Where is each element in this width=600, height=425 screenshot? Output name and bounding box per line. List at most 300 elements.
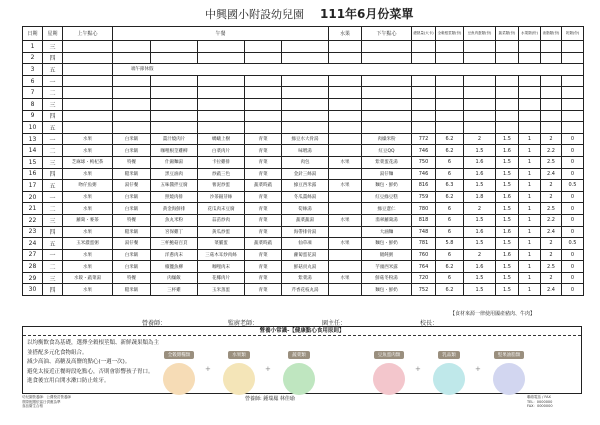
kcal-cell: 764 bbox=[412, 261, 436, 273]
fruit-cell bbox=[329, 145, 362, 157]
v-cell bbox=[496, 110, 519, 122]
food-group-label: 豆魚蛋肉類 bbox=[374, 351, 405, 359]
table-row bbox=[23, 75, 584, 87]
l3-cell bbox=[198, 110, 245, 122]
g-cell bbox=[436, 110, 464, 122]
kcal-cell bbox=[412, 98, 436, 110]
v-cell: 1.5 bbox=[496, 133, 519, 145]
f-cell: 1 bbox=[519, 191, 541, 203]
fruit-cell bbox=[329, 133, 362, 145]
p-cell: 2 bbox=[464, 249, 496, 261]
l4-cell: 青菜 bbox=[245, 145, 282, 157]
o-cell: 2 bbox=[541, 272, 562, 284]
col-weekday: 星期 bbox=[43, 27, 63, 41]
l5-cell bbox=[282, 41, 329, 53]
pm-cell: 鮮菇冬粉湯 bbox=[362, 272, 412, 284]
am-cell: 蘿蔔・麥茶 bbox=[63, 214, 113, 226]
l5-cell: 蘿蔔蛋花湯 bbox=[282, 249, 329, 261]
l2-cell: 椒鹽魚柳 bbox=[151, 261, 198, 273]
o-cell: 2 bbox=[541, 191, 562, 203]
food-group bbox=[433, 341, 465, 395]
pm-cell bbox=[362, 87, 412, 99]
p-cell: 1.8 bbox=[464, 191, 496, 203]
v-cell: 1.5 bbox=[496, 203, 519, 215]
col-lunch: 午餐 bbox=[113, 27, 329, 41]
fruit-cell bbox=[329, 191, 362, 203]
kcal-cell: 781 bbox=[412, 238, 436, 250]
o-cell bbox=[541, 122, 562, 134]
f-cell: 1 bbox=[519, 249, 541, 261]
v-cell bbox=[496, 122, 519, 134]
l5-cell: 冬瓜薑絲湯 bbox=[282, 191, 329, 203]
l5-cell: 蔬菜蔬湯 bbox=[282, 214, 329, 226]
o-cell: 2.4 bbox=[541, 168, 562, 180]
f-cell bbox=[519, 41, 541, 53]
footer-left-line: 幼兒園營養師：公費校訂營養師 bbox=[22, 395, 71, 399]
date-cell: 1 bbox=[23, 41, 43, 53]
table-row bbox=[23, 203, 584, 215]
pm-cell bbox=[362, 52, 412, 64]
l4-cell: 蔬菜時蔬 bbox=[245, 238, 282, 250]
f-cell bbox=[519, 122, 541, 134]
pm-cell: 大滷麵 bbox=[362, 226, 412, 238]
weekday-cell: 一 bbox=[43, 191, 63, 203]
l5-cell: 筍絲湯 bbox=[282, 203, 329, 215]
weekday-cell: 二 bbox=[43, 87, 63, 99]
nutrition-line: 減少高油、高糖及高鹽的點心(一週一次)。 bbox=[27, 359, 131, 365]
o-cell bbox=[541, 41, 562, 53]
weekday-cell: 五 bbox=[43, 64, 63, 76]
m-cell: 0 bbox=[562, 168, 584, 180]
m-cell bbox=[562, 75, 584, 87]
fruit-cell bbox=[329, 52, 362, 64]
v-cell bbox=[496, 87, 519, 99]
date-cell: 22 bbox=[23, 214, 43, 226]
am-cell bbox=[63, 110, 113, 122]
date-cell: 23 bbox=[23, 226, 43, 238]
l5-cell: 紫菜湯 bbox=[282, 272, 329, 284]
l3-cell: 薯泥炒蛋 bbox=[198, 180, 245, 192]
v-cell: 1.5 bbox=[496, 284, 519, 296]
weekday-cell: 三 bbox=[43, 41, 63, 53]
p-cell: 1.6 bbox=[464, 168, 496, 180]
v-cell: 1.6 bbox=[496, 226, 519, 238]
kcal-cell: 750 bbox=[412, 156, 436, 168]
fruit-cell bbox=[329, 98, 362, 110]
l5-cell bbox=[282, 98, 329, 110]
p-cell: 2 bbox=[464, 203, 496, 215]
v-cell: 1.6 bbox=[496, 249, 519, 261]
g-cell bbox=[436, 87, 464, 99]
nutrition-line: 並搭配多元化食物組合。 bbox=[27, 349, 88, 356]
food-group-icon bbox=[373, 363, 405, 395]
weekday-cell: 三 bbox=[43, 156, 63, 168]
weekday-cell: 二 bbox=[43, 145, 63, 157]
fruit-cell bbox=[329, 261, 362, 273]
l4-cell bbox=[245, 110, 282, 122]
l3-cell bbox=[198, 75, 245, 87]
l3-cell: 花瓜肉末豆腐 bbox=[198, 203, 245, 215]
kcal-cell: 759 bbox=[412, 191, 436, 203]
kcal-cell: 818 bbox=[412, 214, 436, 226]
l4-cell bbox=[245, 41, 282, 53]
p-cell: 1.6 bbox=[464, 156, 496, 168]
p-cell: 1.5 bbox=[464, 180, 496, 192]
nutrition-tips-box bbox=[22, 326, 582, 394]
weekday-cell: 二 bbox=[43, 261, 63, 273]
table-row bbox=[23, 272, 584, 284]
date-cell: 27 bbox=[23, 249, 43, 261]
l1-cell: 白米飯 bbox=[113, 249, 151, 261]
l5-cell bbox=[282, 87, 329, 99]
kcal-cell bbox=[412, 87, 436, 99]
l4-cell: 青菜 bbox=[245, 203, 282, 215]
l3-cell: 沙茶銀芽絲 bbox=[198, 191, 245, 203]
col-grains: 全穀根莖類(份) bbox=[436, 27, 464, 41]
plus-icon: + bbox=[205, 365, 211, 373]
footer-left bbox=[22, 395, 71, 409]
table-header-row bbox=[23, 27, 584, 41]
l1-cell: 特餐 bbox=[113, 156, 151, 168]
weekday-cell: 四 bbox=[43, 52, 63, 64]
f-cell: 1 bbox=[519, 272, 541, 284]
food-group-icon bbox=[493, 363, 525, 395]
signature-dietitian: 營養師： bbox=[142, 320, 167, 327]
o-cell: 2 bbox=[541, 180, 562, 192]
pm-cell: 湯仔麵 bbox=[362, 168, 412, 180]
o-cell bbox=[541, 110, 562, 122]
v-cell: 1.5 bbox=[496, 156, 519, 168]
l1-cell: 糙米飯 bbox=[113, 168, 151, 180]
weekday-cell: 四 bbox=[43, 284, 63, 296]
food-group bbox=[163, 341, 195, 395]
footer-contact-line: 聯絡電話 / FAX bbox=[527, 395, 551, 399]
footer-contact-line: FAX：0000000 bbox=[527, 404, 553, 408]
table-row bbox=[23, 41, 584, 53]
f-cell bbox=[519, 110, 541, 122]
l1-cell: 白米飯 bbox=[113, 261, 151, 273]
table-row bbox=[23, 191, 584, 203]
l4-cell bbox=[245, 75, 282, 87]
fruit-cell bbox=[329, 203, 362, 215]
am-cell: 水果 bbox=[63, 168, 113, 180]
table-row bbox=[23, 168, 584, 180]
g-cell: 5.8 bbox=[436, 238, 464, 250]
date-cell: 2 bbox=[23, 52, 43, 64]
fruit-cell bbox=[329, 41, 362, 53]
col-milk: 奶類(份) bbox=[562, 27, 584, 41]
f-cell: 1 bbox=[519, 180, 541, 192]
date-cell: 7 bbox=[23, 87, 43, 99]
signature-supervisor: 監廚老師： bbox=[228, 320, 259, 327]
table-row bbox=[23, 145, 584, 157]
am-cell: 玉米濃蛋粥 bbox=[63, 238, 113, 250]
pm-cell: 綠豆薏仁 bbox=[362, 203, 412, 215]
table-row bbox=[23, 110, 584, 122]
l5-cell: 鮮菇貢丸湯 bbox=[282, 261, 329, 273]
o-cell bbox=[541, 75, 562, 87]
l2-cell bbox=[151, 87, 198, 99]
v-cell: 1.6 bbox=[496, 145, 519, 157]
fruit-cell bbox=[329, 110, 362, 122]
pm-cell bbox=[362, 122, 412, 134]
v-cell bbox=[496, 52, 519, 64]
l5-cell: 金針三絲湯 bbox=[282, 168, 329, 180]
food-group bbox=[283, 341, 315, 395]
g-cell: 6 bbox=[436, 272, 464, 284]
weekday-cell: 五 bbox=[43, 238, 63, 250]
l1-cell bbox=[113, 41, 151, 53]
m-cell: 0 bbox=[562, 261, 584, 273]
date-cell: 21 bbox=[23, 203, 43, 215]
v-cell bbox=[496, 98, 519, 110]
table-row bbox=[23, 226, 584, 238]
f-cell bbox=[519, 75, 541, 87]
m-cell: 0 bbox=[562, 133, 584, 145]
pm-cell: 麵包・鮮奶 bbox=[362, 238, 412, 250]
col-kcal: 總熱量(大卡) bbox=[412, 27, 436, 41]
v-cell: 1.5 bbox=[496, 180, 519, 192]
f-cell: 1 bbox=[519, 133, 541, 145]
l1-cell: 白米飯 bbox=[113, 191, 151, 203]
footer-contact-line: TEL：0000000 bbox=[527, 399, 553, 404]
m-cell: 0 bbox=[562, 249, 584, 261]
m-cell: 0.5 bbox=[562, 180, 584, 192]
m-cell bbox=[562, 87, 584, 99]
date-cell: 24 bbox=[23, 238, 43, 250]
m-cell bbox=[562, 122, 584, 134]
menu-month-title: 111年6月份菜單 bbox=[320, 7, 414, 21]
f-cell: 1 bbox=[519, 284, 541, 296]
pm-cell: 翡翠蘿蔔湯 bbox=[362, 214, 412, 226]
o-cell: 2 bbox=[541, 238, 562, 250]
food-group-label: 蔬菜類 bbox=[288, 351, 310, 359]
weekday-cell: 四 bbox=[43, 226, 63, 238]
g-cell: 6 bbox=[436, 226, 464, 238]
f-cell: 1 bbox=[519, 156, 541, 168]
pm-cell bbox=[362, 110, 412, 122]
col-fruit-servings: 水果類(份) bbox=[519, 27, 541, 41]
l2-cell: 黃金海鮮排 bbox=[151, 203, 198, 215]
nutrition-text bbox=[27, 339, 159, 387]
g-cell bbox=[436, 75, 464, 87]
am-cell: 水果 bbox=[63, 226, 113, 238]
l4-cell: 青菜 bbox=[245, 261, 282, 273]
pm-cell: 紅豆QQ bbox=[362, 145, 412, 157]
l5-cell bbox=[282, 52, 329, 64]
weekday-cell: 四 bbox=[43, 168, 63, 180]
m-cell: 0 bbox=[562, 203, 584, 215]
g-cell bbox=[436, 41, 464, 53]
l5-cell: 肉包 bbox=[282, 156, 329, 168]
l2-cell: 薑汁燒肉片 bbox=[151, 133, 198, 145]
food-group bbox=[493, 341, 525, 395]
weekday-cell: 一 bbox=[43, 75, 63, 87]
l2-cell bbox=[151, 52, 198, 64]
date-cell: 20 bbox=[23, 191, 43, 203]
food-group-icon bbox=[223, 363, 255, 395]
date-cell: 14 bbox=[23, 145, 43, 157]
l2-cell: 魚丸米粉 bbox=[151, 214, 198, 226]
l1-cell: 糙米飯 bbox=[113, 226, 151, 238]
p-cell: 2 bbox=[464, 133, 496, 145]
l4-cell bbox=[245, 98, 282, 110]
l2-cell: 肉燥飯 bbox=[151, 272, 198, 284]
am-cell bbox=[63, 41, 113, 53]
nutrition-line: 避免太接近正餐時段吃點心，否則會影響孩子胃口。 bbox=[27, 368, 154, 375]
am-cell: 水餃・蔬菜湯 bbox=[63, 272, 113, 284]
g-cell bbox=[436, 98, 464, 110]
table-row bbox=[23, 133, 584, 145]
l3-cell: 玉米蒸蛋 bbox=[198, 284, 245, 296]
signature-director: 園主任： bbox=[322, 320, 347, 327]
am-cell: 芝麻球・枸杞茶 bbox=[63, 156, 113, 168]
l4-cell: 青菜 bbox=[245, 272, 282, 284]
l4-cell: 青菜 bbox=[245, 249, 282, 261]
l4-cell: 青菜 bbox=[245, 214, 282, 226]
signature-principal: 校長： bbox=[420, 320, 439, 327]
v-cell: 1.5 bbox=[496, 272, 519, 284]
l5-cell bbox=[282, 122, 329, 134]
p-cell: 1.6 bbox=[464, 261, 496, 273]
m-cell: 0 bbox=[562, 214, 584, 226]
kcal-cell bbox=[412, 41, 436, 53]
l1-cell bbox=[113, 98, 151, 110]
table-row bbox=[23, 98, 584, 110]
fruit-cell bbox=[329, 122, 362, 134]
v-cell: 1.5 bbox=[496, 238, 519, 250]
l3-cell bbox=[198, 87, 245, 99]
f-cell bbox=[519, 98, 541, 110]
m-cell bbox=[562, 41, 584, 53]
l1-cell: 白米飯 bbox=[113, 145, 151, 157]
fruit-cell bbox=[329, 75, 362, 87]
l2-cell bbox=[151, 122, 198, 134]
l4-cell: 青菜 bbox=[245, 133, 282, 145]
table-row bbox=[23, 261, 584, 273]
p-cell: 1.6 bbox=[464, 226, 496, 238]
f-cell: 1 bbox=[519, 261, 541, 273]
ingredient-source-note: 【食材來源一律使用國產豬肉、牛肉】 bbox=[450, 311, 536, 317]
date-cell: 29 bbox=[23, 272, 43, 284]
f-cell: 1 bbox=[519, 226, 541, 238]
f-cell: 1 bbox=[519, 238, 541, 250]
v-cell bbox=[496, 41, 519, 53]
am-cell: 水果 bbox=[63, 203, 113, 215]
l4-cell bbox=[245, 122, 282, 134]
g-cell: 6 bbox=[436, 214, 464, 226]
pm-cell: 肉燥米粉 bbox=[362, 133, 412, 145]
fruit-cell: 水果 bbox=[329, 238, 362, 250]
nutrition-line: 以均衡飲食為基礎，選擇全穀根莖類、新鮮蔬果類為主 bbox=[27, 340, 160, 346]
o-cell: 2.4 bbox=[541, 226, 562, 238]
f-cell bbox=[519, 52, 541, 64]
l1-cell: 糙米飯 bbox=[113, 284, 151, 296]
g-cell: 6.3 bbox=[436, 180, 464, 192]
l5-cell: 芹香花枝丸湯 bbox=[282, 284, 329, 296]
l1-cell: 湯仔餐 bbox=[113, 238, 151, 250]
plus-icon: + bbox=[415, 365, 421, 373]
l2-cell: 宮保雞丁 bbox=[151, 226, 198, 238]
date-cell: 9 bbox=[23, 110, 43, 122]
l4-cell bbox=[245, 87, 282, 99]
g-cell bbox=[436, 122, 464, 134]
fruit-cell bbox=[329, 226, 362, 238]
m-cell: 0 bbox=[562, 284, 584, 296]
l2-cell: 三杯雞 bbox=[151, 284, 198, 296]
g-cell: 6 bbox=[436, 203, 464, 215]
am-cell: 水果 bbox=[63, 284, 113, 296]
food-group bbox=[373, 341, 405, 395]
l5-cell: 仙草凍 bbox=[282, 238, 329, 250]
g-cell bbox=[436, 52, 464, 64]
m-cell bbox=[562, 98, 584, 110]
p-cell bbox=[464, 98, 496, 110]
am-cell bbox=[63, 75, 113, 87]
o-cell: 2.5 bbox=[541, 261, 562, 273]
kcal-cell: 772 bbox=[412, 133, 436, 145]
v-cell: 1.6 bbox=[496, 191, 519, 203]
p-cell bbox=[464, 75, 496, 87]
l2-cell: 照燒肉排 bbox=[151, 191, 198, 203]
m-cell: 0 bbox=[562, 145, 584, 157]
table-row bbox=[23, 87, 584, 99]
o-cell: 2.5 bbox=[541, 203, 562, 215]
f-cell bbox=[519, 87, 541, 99]
am-cell bbox=[63, 52, 113, 64]
plus-icon: + bbox=[475, 365, 481, 373]
date-cell: 30 bbox=[23, 284, 43, 296]
plus-icon: + bbox=[265, 365, 271, 373]
date-cell: 8 bbox=[23, 98, 43, 110]
l2-cell bbox=[151, 110, 198, 122]
kcal-cell: 780 bbox=[412, 203, 436, 215]
nutrition-heading: 營養小常識-【健康點心食用原則】 bbox=[23, 327, 581, 336]
l2-cell: 黑豆滷肉 bbox=[151, 168, 198, 180]
l3-cell: 花椰肉片 bbox=[198, 272, 245, 284]
p-cell: 1.5 bbox=[464, 238, 496, 250]
l4-cell: 青菜 bbox=[245, 284, 282, 296]
am-cell bbox=[63, 87, 113, 99]
kcal-cell: 760 bbox=[412, 249, 436, 261]
col-fruit: 水果 bbox=[329, 27, 362, 41]
p-cell: 1.5 bbox=[464, 284, 496, 296]
l5-cell: 綠豆水大骨湯 bbox=[282, 133, 329, 145]
table-row bbox=[23, 64, 584, 76]
p-cell bbox=[464, 52, 496, 64]
menu-table bbox=[22, 26, 584, 296]
fruit-cell bbox=[329, 87, 362, 99]
p-cell: 1.5 bbox=[464, 214, 496, 226]
weekday-cell: 五 bbox=[43, 180, 63, 192]
l2-cell: 五味醬拌豆腐 bbox=[151, 180, 198, 192]
l1-cell: 特餐 bbox=[113, 272, 151, 284]
f-cell: 1 bbox=[519, 145, 541, 157]
l3-cell bbox=[198, 41, 245, 53]
food-group-label: 乳品類 bbox=[438, 351, 460, 359]
pm-cell: 芋頭西米露 bbox=[362, 261, 412, 273]
l3-cell: 菜脯蛋 bbox=[198, 238, 245, 250]
m-cell: 0 bbox=[562, 226, 584, 238]
l4-cell bbox=[245, 52, 282, 64]
fruit-cell: 水果 bbox=[329, 180, 362, 192]
l3-cell: 咖哩肉末 bbox=[198, 261, 245, 273]
table-row bbox=[23, 180, 584, 192]
am-cell: 水果 bbox=[63, 261, 113, 273]
o-cell bbox=[541, 52, 562, 64]
l2-cell: 咖哩根莖雞柳 bbox=[151, 145, 198, 157]
f-cell: 1 bbox=[519, 214, 541, 226]
